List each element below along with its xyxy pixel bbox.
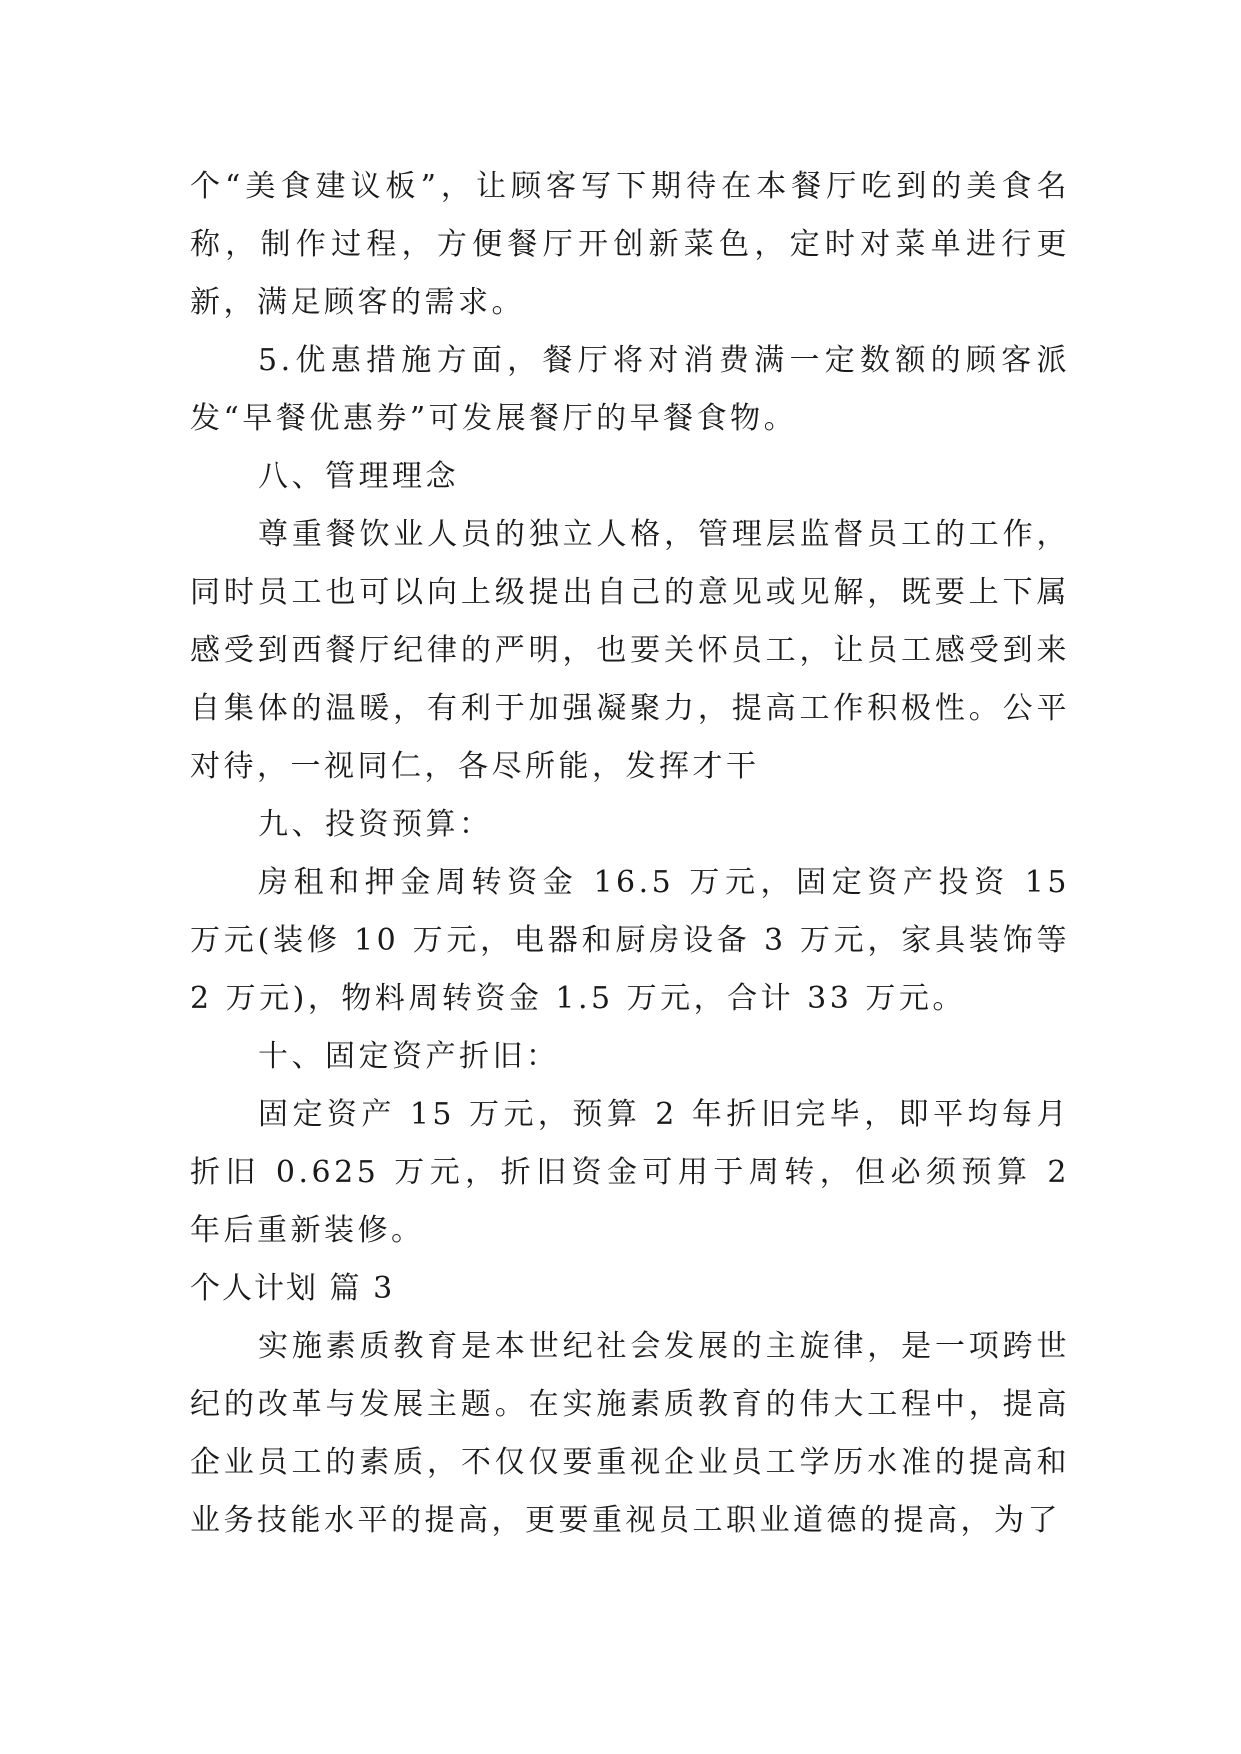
paragraph-discount-measures: 5.优惠措施方面，餐厅将对消费满一定数额的顾客派发“早餐优惠券”可发展餐厅的早餐食物。 [190,343,1070,436]
heading-depreciation: 十、固定资产折旧： [258,1039,560,1074]
heading-investment-budget: 九、投资预算： [258,807,493,842]
document-body [190,158,1070,1550]
paragraph-depreciation: 固定资产 15 万元，预算 2 年折旧完毕，即平均每月折旧 0.625 万元，折旧资金可用于周转，但必须预算 2 年后重新装修。 [190,1097,1070,1248]
paragraph-suggestion-board: 个“美食建议板”，让顾客写下期待在本餐厅吃到的美食名称，制作过程，方便餐厅开创新菜色，定时对菜单进行更新，满足顾客的需求。 [190,169,1070,320]
paragraph-management-philosophy: 尊重餐饮业人员的独立人格，管理层监督员工的工作，同时员工也可以向上级提出自己的意见或见解，既要上下属感受到西餐厅纪律的严明，也要关怀员工，让员工感受到来自集体的温暖，有利于加强凝聚力，提高工作积极性。公平对待，一视同仁，各尽所能，发挥才干 [190,517,1070,784]
paragraph-investment-budget: 房租和押金周转资金 16.5 万元，固定资产投资 15 万元(装修 10 万元，电器和厨房设备 3 万元，家具装饰等 2 万元)，物料周转资金 1.5 万元，合计 33 万元。 [190,865,1070,1016]
subtitle-personal-plan-3: 个人计划 篇 3 [190,1271,395,1306]
paragraph-quality-education: 实施素质教育是本世纪社会发展的主旋律，是一项跨世纪的改革与发展主题。在实施素质教育的伟大工程中，提高企业员工的素质，不仅仅要重视企业员工学历水准的提高和业务技能水平的提高，更要重视员工职业道德的提高，为了 [190,1329,1070,1538]
heading-management-philosophy: 八、管理理念 [258,459,459,494]
